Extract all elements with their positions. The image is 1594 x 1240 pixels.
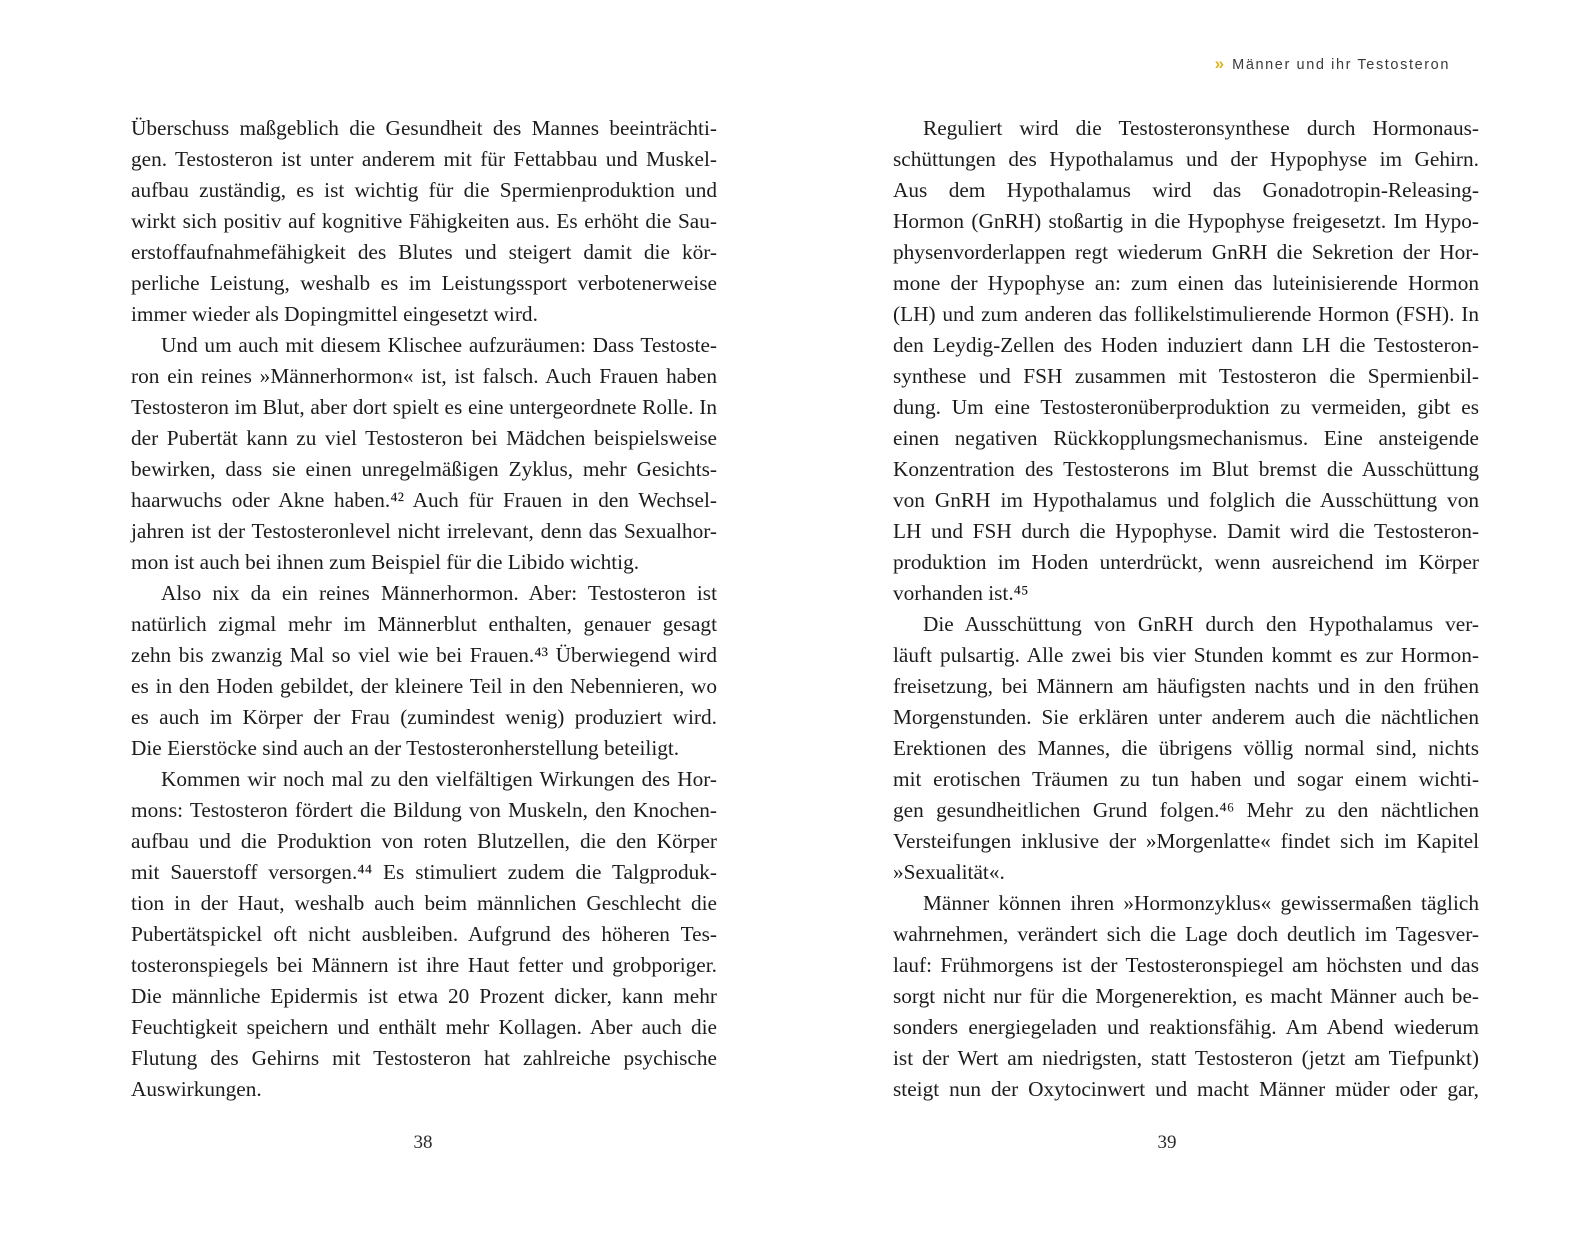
text-line: physenvorderlappen regt wiederum GnRH die Sekretion der Hor- <box>893 240 1479 264</box>
text-line: läuft pulsartig. Alle zwei bis vier Stunden kommt es zur Hormon- <box>893 643 1479 667</box>
text-line: bewirken, dass sie einen unregelmäßigen Zyklus, mehr Gesichts- <box>131 457 717 481</box>
text-line: LH und FSH durch die Hypophyse. Damit wird die Testosteron- <box>893 519 1479 543</box>
text-line: Kommen wir noch mal zu den vielfältigen Wirkungen des Hor- <box>161 767 717 791</box>
text-line: Also nix da ein reines Männerhormon. Aber: Testosteron ist <box>161 581 717 605</box>
text-line: mon ist auch bei ihnen zum Beispiel für die Libido wichtig. <box>131 550 640 574</box>
text-line: der Pubertät kann zu viel Testosteron bei Mädchen beispielsweise <box>131 426 717 450</box>
text-line: immer wieder als Dopingmittel eingesetzt wird. <box>131 302 538 326</box>
text-line: gen gesundheitlichen Grund folgen.⁴⁶ Mehr zu den nächtlichen <box>893 798 1479 822</box>
text-line: mone der Hypophyse an: zum einen das luteinisierende Hormon <box>893 271 1479 295</box>
text-line: Konzentration des Testosterons im Blut bremst die Ausschüttung <box>893 457 1479 481</box>
text-line: mons: Testosteron fördert die Bildung von Muskeln, den Knochen- <box>131 798 717 822</box>
text-line: wahrnehmen, verändert sich die Lage doch deutlich im Tagesver- <box>893 922 1479 946</box>
text-line: von GnRH im Hypothalamus und folglich die Ausschüttung von <box>893 488 1479 512</box>
text-line: dung. Um eine Testosteronüberproduktion zu vermeiden, gibt es <box>893 395 1479 419</box>
text-line: (LH) und zum anderen das follikelstimulierende Hormon (FSH). In <box>893 302 1479 326</box>
right-page-body <box>893 113 1479 1105</box>
text-line: Überschuss maßgeblich die Gesundheit des Mannes beeinträchti- <box>131 116 717 140</box>
text-line: sorgt nicht nur für die Morgenerektion, es macht Männer auch be- <box>893 984 1479 1008</box>
text-line: mit Sauerstoff versorgen.⁴⁴ Es stimuliert zudem die Talgproduk- <box>131 860 717 884</box>
text-line: steigt nun der Oxytocinwert und macht Männer müder oder gar, <box>893 1077 1479 1101</box>
text-line: Feuchtigkeit speichern und enthält mehr Kollagen. Aber auch die <box>131 1015 717 1039</box>
text-line: tion in der Haut, weshalb auch beim männlichen Geschlecht die <box>131 891 717 915</box>
text-line: perliche Leistung, weshalb es im Leistungssport verbotenerweise <box>131 271 717 295</box>
text-line: aufbau und die Produktion von roten Blutzellen, die den Körper <box>131 829 717 853</box>
text-line: den Leydig-Zellen des Hoden induziert dann LH die Testosteron- <box>893 333 1479 357</box>
text-line: Aus dem Hypothalamus wird das Gonadotropin-Releasing- <box>893 178 1479 202</box>
page-number: 39 <box>1157 1132 1177 1153</box>
text-line: wirkt sich positiv auf kognitive Fähigkeiten aus. Es erhöht die Sau- <box>131 209 717 233</box>
text-line: Morgenstunden. Sie erklären unter anderem auch die nächtlichen <box>893 705 1479 729</box>
text-line: vorhanden ist.⁴⁵ <box>893 581 1029 605</box>
text-line: Hormon (GnRH) stoßartig in die Hypophyse freigesetzt. Im Hypo- <box>893 209 1479 233</box>
text-line: Die männliche Epidermis ist etwa 20 Prozent dicker, kann mehr <box>131 984 717 1008</box>
text-line: gen. Testosteron ist unter anderem mit für Fettabbau und Muskel- <box>131 147 717 171</box>
text-line: einen negativen Rückkopplungsmechanismus. Eine ansteigende <box>893 426 1479 450</box>
text-line: freisetzung, bei Männern am häufigsten nachts und in den frühen <box>893 674 1479 698</box>
text-line: es in den Hoden gebildet, der kleinere Teil in den Nebennieren, wo <box>131 674 717 698</box>
text-line: Flutung des Gehirns mit Testosteron hat zahlreiche psychische <box>131 1046 717 1070</box>
text-line: Testosteron im Blut, aber dort spielt es eine untergeordnete Rolle. In <box>131 395 717 419</box>
text-line: Reguliert wird die Testosteronsynthese durch Hormonaus- <box>923 116 1479 140</box>
text-line: Die Eierstöcke sind auch an der Testosteronherstellung beteiligt. <box>131 736 680 760</box>
right-page <box>797 0 1594 1240</box>
text-line: Versteifungen inklusive der »Morgenlatte« findet sich im Kapitel <box>893 829 1479 853</box>
chevron-icon: » <box>1214 54 1225 73</box>
text-line: jahren ist der Testosteronlevel nicht irrelevant, denn das Sexualhor- <box>131 519 717 543</box>
text-line: aufbau zuständig, es ist wichtig für die Spermienproduktion und <box>131 178 717 202</box>
text-line: sonders energiegeladen und reaktionsfähig. Am Abend wiederum <box>893 1015 1479 1039</box>
text-line: ist der Wert am niedrigsten, statt Testosteron (jetzt am Tiefpunkt) <box>893 1046 1479 1070</box>
page-number: 38 <box>413 1132 433 1153</box>
text-line: Männer können ihren »Hormonzyklus« gewissermaßen täglich <box>923 891 1479 915</box>
running-head <box>1215 54 1450 74</box>
text-line: Die Ausschüttung von GnRH durch den Hypothalamus ver- <box>923 612 1479 636</box>
running-head-title: Männer und ihr Testosteron <box>1232 57 1450 73</box>
text-line: natürlich zigmal mehr im Männerblut enthalten, genauer gesagt <box>131 612 717 636</box>
text-line: produktion im Hoden unterdrückt, wenn ausreichend im Körper <box>893 550 1479 574</box>
text-line: synthese und FSH zusammen mit Testosteron die Spermienbil- <box>893 364 1479 388</box>
text-line: haarwuchs oder Akne haben.⁴² Auch für Frauen in den Wechsel- <box>131 488 717 512</box>
text-line: zehn bis zwanzig Mal so viel wie bei Frauen.⁴³ Überwiegend wird <box>131 643 717 667</box>
left-page-body <box>131 113 717 1105</box>
text-line: mit erotischen Träumen zu tun haben und sogar einem wichti- <box>893 767 1479 791</box>
text-line: Auswirkungen. <box>131 1077 262 1101</box>
text-line: Pubertätspickel oft nicht ausbleiben. Aufgrund des höheren Tes- <box>131 922 717 946</box>
text-line: Erektionen des Mannes, die übrigens völlig normal sind, nichts <box>893 736 1479 760</box>
text-line: schüttungen des Hypothalamus und der Hypophyse im Gehirn. <box>893 147 1479 171</box>
text-line: tosteronspiegels bei Männern ist ihre Haut fetter und grobporiger. <box>131 953 717 977</box>
text-line: »Sexualität«. <box>893 860 1005 884</box>
text-line: es auch im Körper der Frau (zumindest wenig) produziert wird. <box>131 705 717 729</box>
text-line: Und um auch mit diesem Klischee aufzuräumen: Dass Testoste- <box>161 333 717 357</box>
text-line: erstoffaufnahmefähigkeit des Blutes und steigert damit die kör- <box>131 240 717 264</box>
text-line: ron ein reines »Männerhormon« ist, ist falsch. Auch Frauen haben <box>131 364 717 388</box>
text-line: lauf: Frühmorgens ist der Testosteronspiegel am höchsten und das <box>893 953 1479 977</box>
